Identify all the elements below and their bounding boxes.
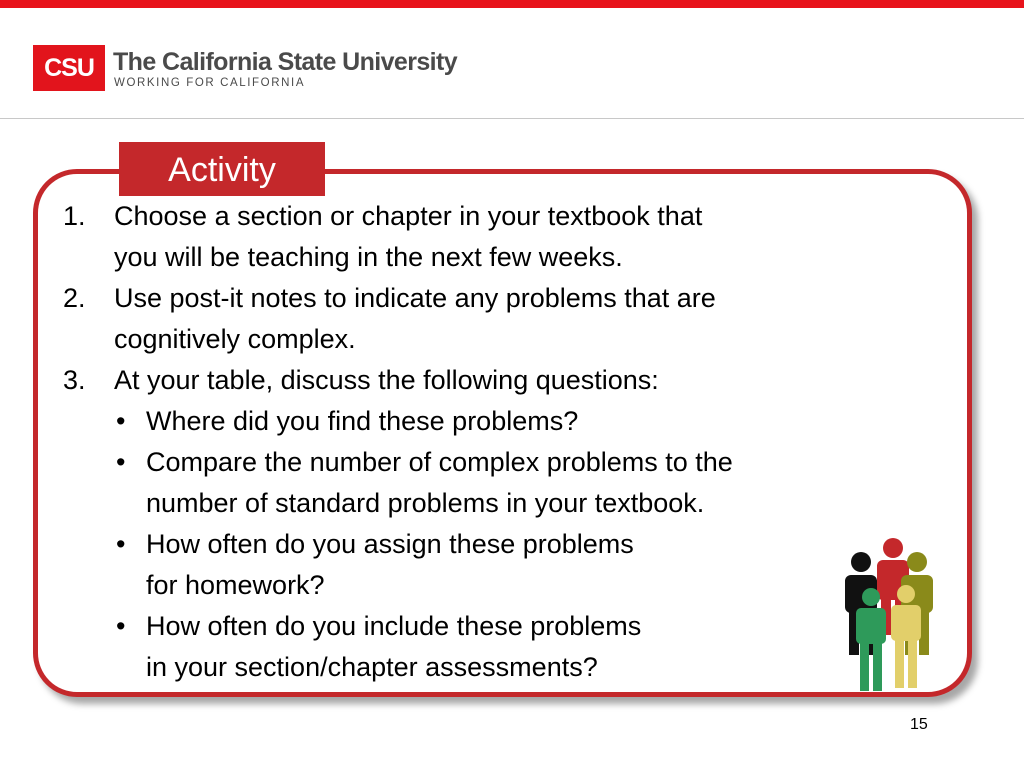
question-text: for homework?: [146, 570, 325, 600]
logo-subtitle: WORKING FOR CALIFORNIA: [114, 77, 306, 89]
logo-title: The California State University: [113, 48, 457, 76]
question-text: Where did you find these problems?: [146, 406, 579, 436]
item-text: cognitively complex.: [114, 324, 356, 354]
top-red-bar: [0, 0, 1024, 8]
item-text: Use post-it notes to indicate any problems that are: [114, 283, 716, 313]
list-item: [60, 278, 930, 360]
question-text: number of standard problems in your textbook.: [146, 488, 705, 518]
item-text: Choose a section or chapter in your textbook that: [114, 201, 703, 231]
bullet-icon: •: [116, 406, 126, 436]
item-number: 1.: [63, 201, 86, 231]
item-number: 2.: [63, 283, 86, 313]
list-item: [60, 360, 930, 401]
activity-content: [60, 196, 930, 688]
item-number: 3.: [63, 365, 86, 395]
question-item: [60, 524, 930, 606]
bullet-icon: •: [116, 447, 126, 477]
question-item: [60, 401, 930, 442]
csu-logo-mark: CSU: [33, 45, 105, 91]
header-divider: [0, 118, 1024, 119]
question-text: in your section/chapter assessments?: [146, 652, 598, 682]
question-item: [60, 606, 930, 688]
item-text: At your table, discuss the following questions:: [114, 365, 659, 395]
question-text: How often do you include these problems: [146, 611, 642, 641]
question-text: How often do you assign these problems: [146, 529, 634, 559]
bullet-icon: •: [116, 529, 126, 559]
item-text: you will be teaching in the next few weeks.: [114, 242, 623, 272]
question-text: Compare the number of complex problems to the: [146, 447, 733, 477]
activity-title: Activity: [119, 142, 325, 196]
list-item: [60, 196, 930, 278]
page-number: 15: [910, 716, 928, 733]
question-item: [60, 442, 930, 524]
bullet-icon: •: [116, 611, 126, 641]
people-group-icon: [840, 535, 944, 693]
